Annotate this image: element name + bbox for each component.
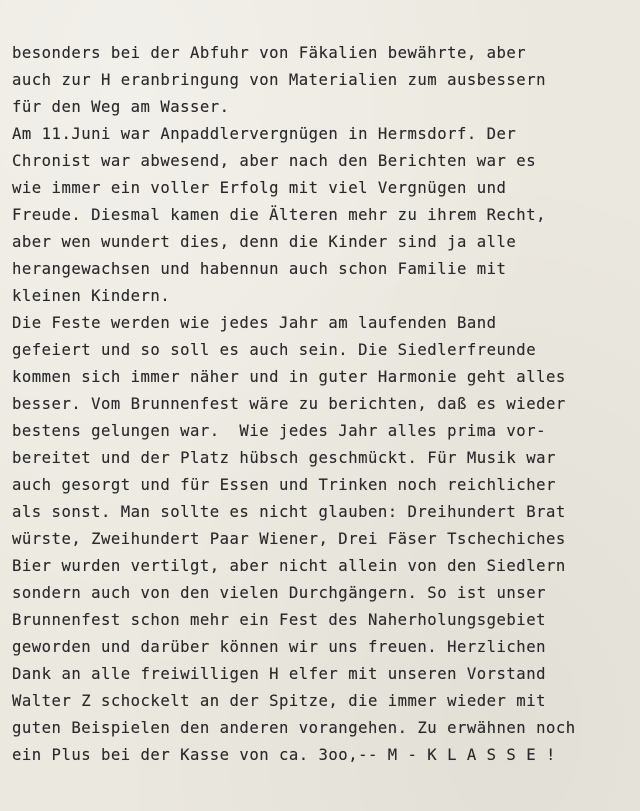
text-line: geworden und darüber können wir uns freuen. Herzlichen bbox=[12, 638, 546, 656]
text-line: wie immer ein voller Erfolg mit viel Vergnügen und bbox=[12, 179, 507, 197]
text-line: bereitet und der Platz hübsch geschmückt. Für Musik war bbox=[12, 449, 556, 467]
text-line: besonders bei der Abfuhr von Fäkalien bewährte, aber bbox=[12, 44, 527, 62]
text-line: guten Beispielen den anderen vorangehen. Zu erwähnen noch bbox=[12, 719, 576, 737]
text-line: Am 11.Juni war Anpaddlervergnügen in Hermsdorf. Der bbox=[12, 125, 517, 143]
text-line: auch gesorgt und für Essen und Trinken noch reichlicher bbox=[12, 476, 556, 494]
text-line: auch zur H eranbringung von Materialien zum ausbessern bbox=[12, 71, 546, 89]
text-line: herangewachsen und habennun auch schon Familie mit bbox=[12, 260, 507, 278]
text-line: aber wen wundert dies, denn die Kinder sind ja alle bbox=[12, 233, 517, 251]
document-text bbox=[12, 40, 640, 769]
text-line: bestens gelungen war. Wie jedes Jahr alles prima vor- bbox=[12, 422, 546, 440]
text-line: Die Feste werden wie jedes Jahr am laufenden Band bbox=[12, 314, 497, 332]
text-line: Bier wurden vertilgt, aber nicht allein von den Siedlern bbox=[12, 557, 566, 575]
text-line: würste, Zweihundert Paar Wiener, Drei Fäser Tschechiches bbox=[12, 530, 566, 548]
text-line: Brunnenfest schon mehr ein Fest des Naherholungsgebiet bbox=[12, 611, 546, 629]
text-line: gefeiert und so soll es auch sein. Die Siedlerfreunde bbox=[12, 341, 537, 359]
text-line: für den Weg am Wasser. bbox=[12, 98, 230, 116]
text-line: besser. Vom Brunnenfest wäre zu berichten, daß es wieder bbox=[12, 395, 566, 413]
text-line: als sonst. Man sollte es nicht glauben: Dreihundert Brat bbox=[12, 503, 566, 521]
text-line: sondern auch von den vielen Durchgängern. So ist unser bbox=[12, 584, 546, 602]
text-line: Walter Z schockelt an der Spitze, die immer wieder mit bbox=[12, 692, 546, 710]
text-line: Freude. Diesmal kamen die Älteren mehr zu ihrem Recht, bbox=[12, 206, 546, 224]
text-line: kleinen Kindern. bbox=[12, 287, 171, 305]
text-line: ein Plus bei der Kasse von ca. 3oo,-- M - K L A S S E ! bbox=[12, 746, 556, 764]
text-line: Dank an alle freiwilligen H elfer mit unseren Vorstand bbox=[12, 665, 546, 683]
text-line: kommen sich immer näher und in guter Harmonie geht alles bbox=[12, 368, 566, 386]
text-line: Chronist war abwesend, aber nach den Berichten war es bbox=[12, 152, 537, 170]
